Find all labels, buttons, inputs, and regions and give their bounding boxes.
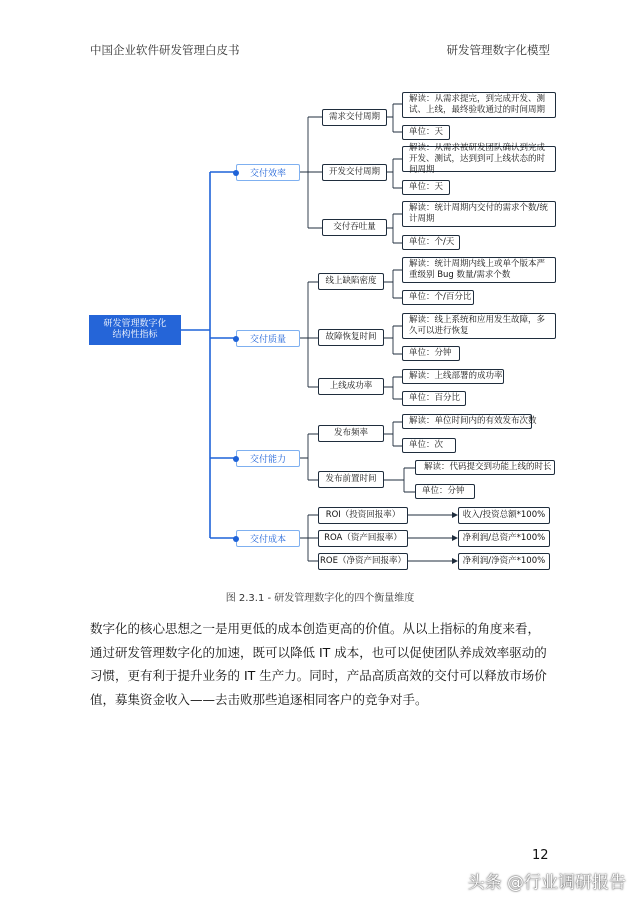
category-capability xyxy=(236,450,300,467)
metric-lead-time-unit: 单位：分钟 xyxy=(415,484,475,499)
metric-throughput-unit: 单位：个/天 xyxy=(402,235,460,250)
metric-release-success: 上线成功率 xyxy=(318,378,384,395)
metric-roi: ROI（投资回报率） xyxy=(318,507,408,524)
metric-roe: ROE（净资产回报率） xyxy=(318,553,408,570)
root-label-line2: 结构性指标 xyxy=(112,330,158,340)
category-label: 交付能力 xyxy=(249,455,286,465)
bullet-dot xyxy=(233,536,239,542)
metric-defect-density: 线上缺陷密度 xyxy=(318,273,384,290)
metric-release-frequency-desc: 解读：单位时间内的有效发布次数 xyxy=(402,414,532,429)
category-label: 交付成本 xyxy=(249,535,286,545)
metric-lead-time-desc: 解读：代码提交到功能上线的时长 xyxy=(415,460,555,475)
root-label-line1: 研发管理数字化 xyxy=(103,319,167,329)
bullet-dot xyxy=(233,456,239,462)
metric-roe-formula: 净利润/净资产*100% xyxy=(458,553,550,570)
figure-caption: 图 2.3.1 - 研发管理数字化的四个衡量维度 xyxy=(225,593,415,604)
metric-roi-formula: 收入/投资总额*100% xyxy=(458,507,550,524)
body-paragraph: 数字化的核心思想之一是用更低的成本创造更高的价值。从以上指标的角度来看，通过研发管理数字化的加速，既可以降低 IT 成本，也可以促使团队养成效率驱动的习惯，更有利于提升业务的 IT 生产力。同时，产品高质高效的交付可以释放市场价值，募集资金收入——去击败那些追逐相同客户的竞争对手。 xyxy=(90,621,547,707)
metric-throughput-desc: 解读：统计周期内交付的需求个数/统计周期 xyxy=(402,201,556,227)
bullet-dot xyxy=(233,170,239,176)
metric-dev-cycle: 开发交付周期 xyxy=(322,164,387,181)
category-label: 交付质量 xyxy=(249,335,286,345)
metric-demand-cycle-unit: 单位：天 xyxy=(402,125,450,140)
page-number: 12 xyxy=(532,848,549,863)
metric-defect-density-desc: 解读：统计周期内线上或单个版本严重级别 Bug 数量/需求个数 xyxy=(402,257,556,283)
watermark: 头条 @行业调研报告 xyxy=(467,873,626,893)
bullet-dot xyxy=(233,336,239,342)
metric-roa-formula: 净利润/总资产*100% xyxy=(458,530,550,547)
metric-demand-cycle-desc: 解读：从需求提完，到完成开发、测试、上线，最终验收通过的时间周期 xyxy=(402,92,556,118)
category-label: 交付效率 xyxy=(249,169,286,179)
metric-roa: ROA（资产回报率） xyxy=(318,530,408,547)
metric-release-success-desc: 解读：上线部署的成功率 xyxy=(402,369,504,384)
category-efficiency xyxy=(236,164,300,181)
metric-release-frequency-unit: 单位：次 xyxy=(402,438,456,453)
metric-recovery-time-desc: 解读：线上系统和应用发生故障，多久可以进行恢复 xyxy=(402,313,556,339)
category-cost xyxy=(236,530,300,547)
header-title-right: 研发管理数字化模型 xyxy=(446,43,550,57)
metric-dev-cycle-unit: 单位：天 xyxy=(402,180,450,195)
metric-release-frequency: 发布频率 xyxy=(318,425,384,442)
metric-demand-cycle: 需求交付周期 xyxy=(322,109,387,126)
metric-lead-time: 发布前置时间 xyxy=(318,471,384,488)
metric-defect-density-unit: 单位：个/百分比 xyxy=(402,290,474,305)
metric-throughput: 交付吞吐量 xyxy=(322,219,387,236)
metric-dev-cycle-desc: 解读：从需求被研发团队确认到完成开发、测试，达到到可上线状态的时间周期 xyxy=(402,146,556,172)
root-node xyxy=(89,315,181,345)
metric-recovery-time: 故障恢复时间 xyxy=(318,329,384,346)
metric-release-success-unit: 单位：百分比 xyxy=(402,391,466,406)
header-title-left: 中国企业软件研发管理白皮书 xyxy=(90,43,240,57)
metric-recovery-time-unit: 单位：分钟 xyxy=(402,346,460,361)
category-quality xyxy=(236,330,300,347)
